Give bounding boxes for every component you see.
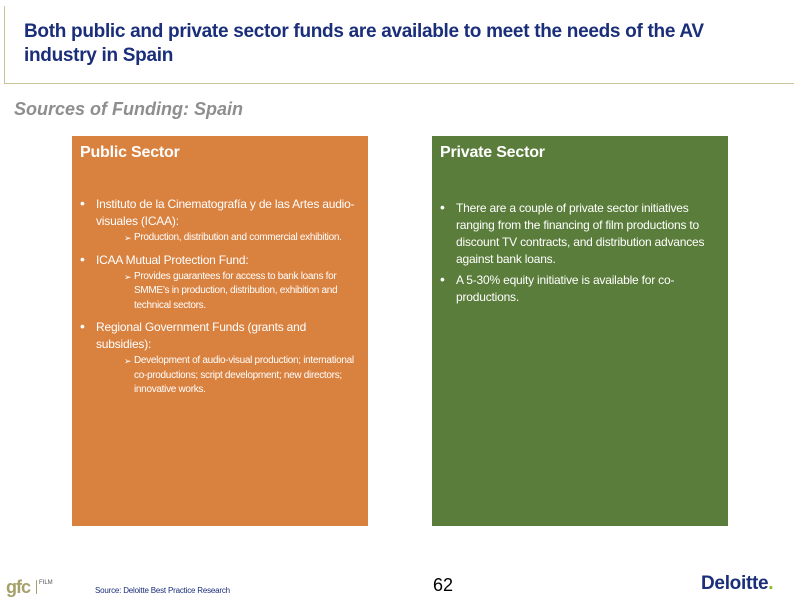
film-logo: FILM xyxy=(36,580,51,594)
bullet-text: There are a couple of private sector initiatives ranging from the financing of film productions to discount TV contracts, and distribution advances against bank loans. xyxy=(456,201,705,266)
sub-item xyxy=(112,354,360,398)
sub-item-text: Development of audio-visual production; international co-productions; script development; new directors; innovative works. xyxy=(134,355,354,395)
bullet-text: Instituto de la Cinematografía y de las Artes audio-visuales (ICAA): xyxy=(96,197,355,228)
public-sector-list xyxy=(80,196,360,404)
public-sector-panel xyxy=(72,136,368,526)
sub-item xyxy=(112,270,360,314)
private-sector-header: Private Sector xyxy=(440,144,545,161)
bullet-icon: • xyxy=(80,250,85,267)
sub-item xyxy=(112,231,360,246)
source-note: Source: Deloitte Best Practice Research xyxy=(95,586,230,595)
public-sector-header: Public Sector xyxy=(80,144,180,161)
bullet-text: Regional Government Funds (grants and subsidies): xyxy=(96,320,307,351)
arrow-bullet-icon: ➢ xyxy=(124,233,132,243)
list-item xyxy=(440,200,720,268)
bullet-text: A 5-30% equity initiative is available for co-productions. xyxy=(456,273,675,304)
bullet-text: ICAA Mutual Protection Fund: xyxy=(96,252,249,267)
brand-period: . xyxy=(768,573,774,594)
bullet-icon: • xyxy=(80,318,85,334)
gfc-logo: gfc xyxy=(6,577,30,597)
bullet-icon: • xyxy=(80,195,85,211)
sub-item-text: Production, distribution and commercial exhibition. xyxy=(134,232,342,243)
slide-subtitle: Sources of Funding: Spain xyxy=(14,99,243,119)
list-item xyxy=(80,319,360,398)
list-item xyxy=(440,272,720,306)
private-sector-panel xyxy=(432,136,728,526)
arrow-bullet-icon: ➢ xyxy=(124,356,132,366)
sub-item-text: Provides guarantees for access to bank loans for SMME’s in production, distribution, exhibition and technical sectors. xyxy=(134,270,338,311)
bullet-icon: • xyxy=(440,199,445,215)
bullet-icon: • xyxy=(440,271,445,287)
brand-name: Deloitte xyxy=(701,573,769,594)
slide-title: Both public and private sector funds are available to meet the needs of the AV industry in Spain xyxy=(24,21,704,66)
private-sector-list xyxy=(440,200,720,310)
list-item xyxy=(80,196,360,246)
page-number: 62 xyxy=(433,575,454,595)
list-item xyxy=(80,252,360,314)
arrow-bullet-icon: ➢ xyxy=(124,271,132,282)
deloitte-logo xyxy=(701,573,773,595)
